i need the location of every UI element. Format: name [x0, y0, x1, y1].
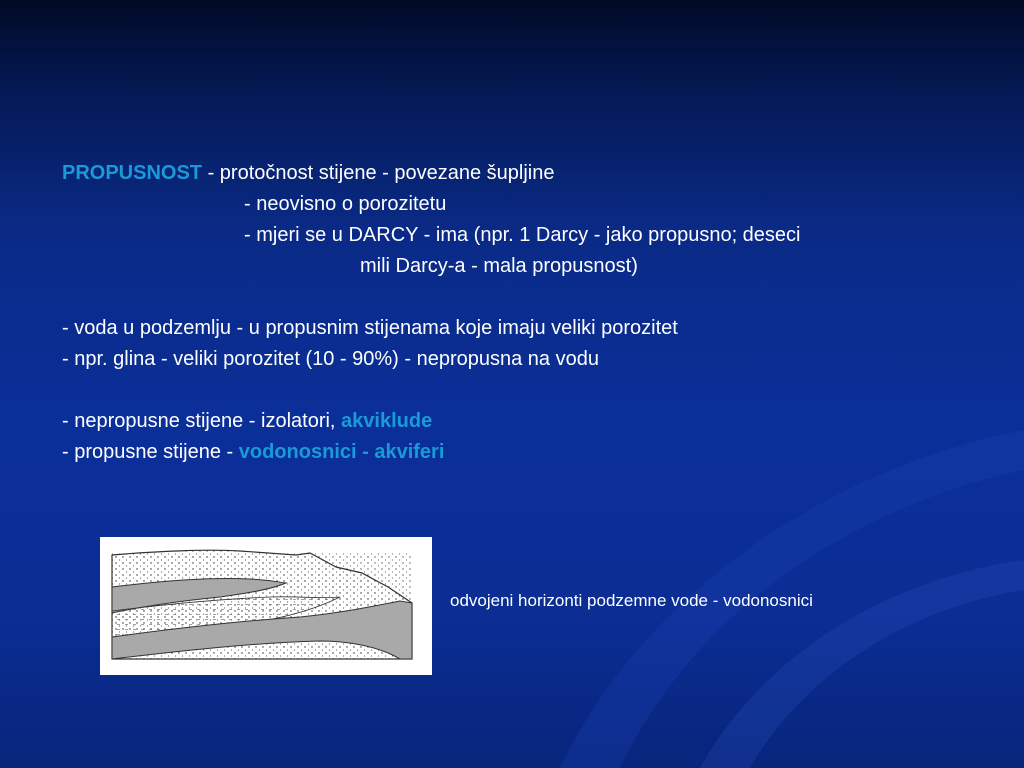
line-darcy-measure: - mjeri se u DARCY - ima (npr. 1 Darcy - jako propusno; deseci	[244, 224, 801, 246]
title-definition: - protočnost stijene - povezane šupljine	[202, 162, 555, 184]
spacer	[62, 282, 1002, 313]
aquifer-cross-section	[100, 537, 432, 675]
aquiclude-term: akviklude	[341, 410, 433, 432]
impermeable-text: - nepropusne stijene - izolatori,	[62, 410, 342, 432]
aquifer-term: vodonosnici - akviferi	[238, 441, 445, 463]
line-groundwater: - voda u podzemlju - u propusnim stijenama koje imaju veliki porozitet	[62, 317, 678, 339]
permeable-text: - propusne stijene -	[62, 441, 239, 463]
line-permeable	[62, 437, 1002, 468]
spacer	[62, 375, 1002, 406]
line-impermeable	[62, 406, 1002, 437]
figure-caption: odvojeni horizonti podzemne vode - vodonosnici	[450, 591, 813, 610]
slide-body	[62, 158, 1002, 468]
slide-title: PROPUSNOST	[62, 162, 203, 184]
line-porosity-independent: - neovisno o porozitetu	[244, 193, 447, 215]
line-clay-example: - npr. glina - veliki porozitet (10 - 90%) - nepropusna na vodu	[62, 348, 599, 370]
line-title	[62, 158, 1002, 189]
aquifer-diagram	[100, 537, 432, 675]
line-darcy-continued: mili Darcy-a - mala propusnost)	[360, 255, 638, 277]
